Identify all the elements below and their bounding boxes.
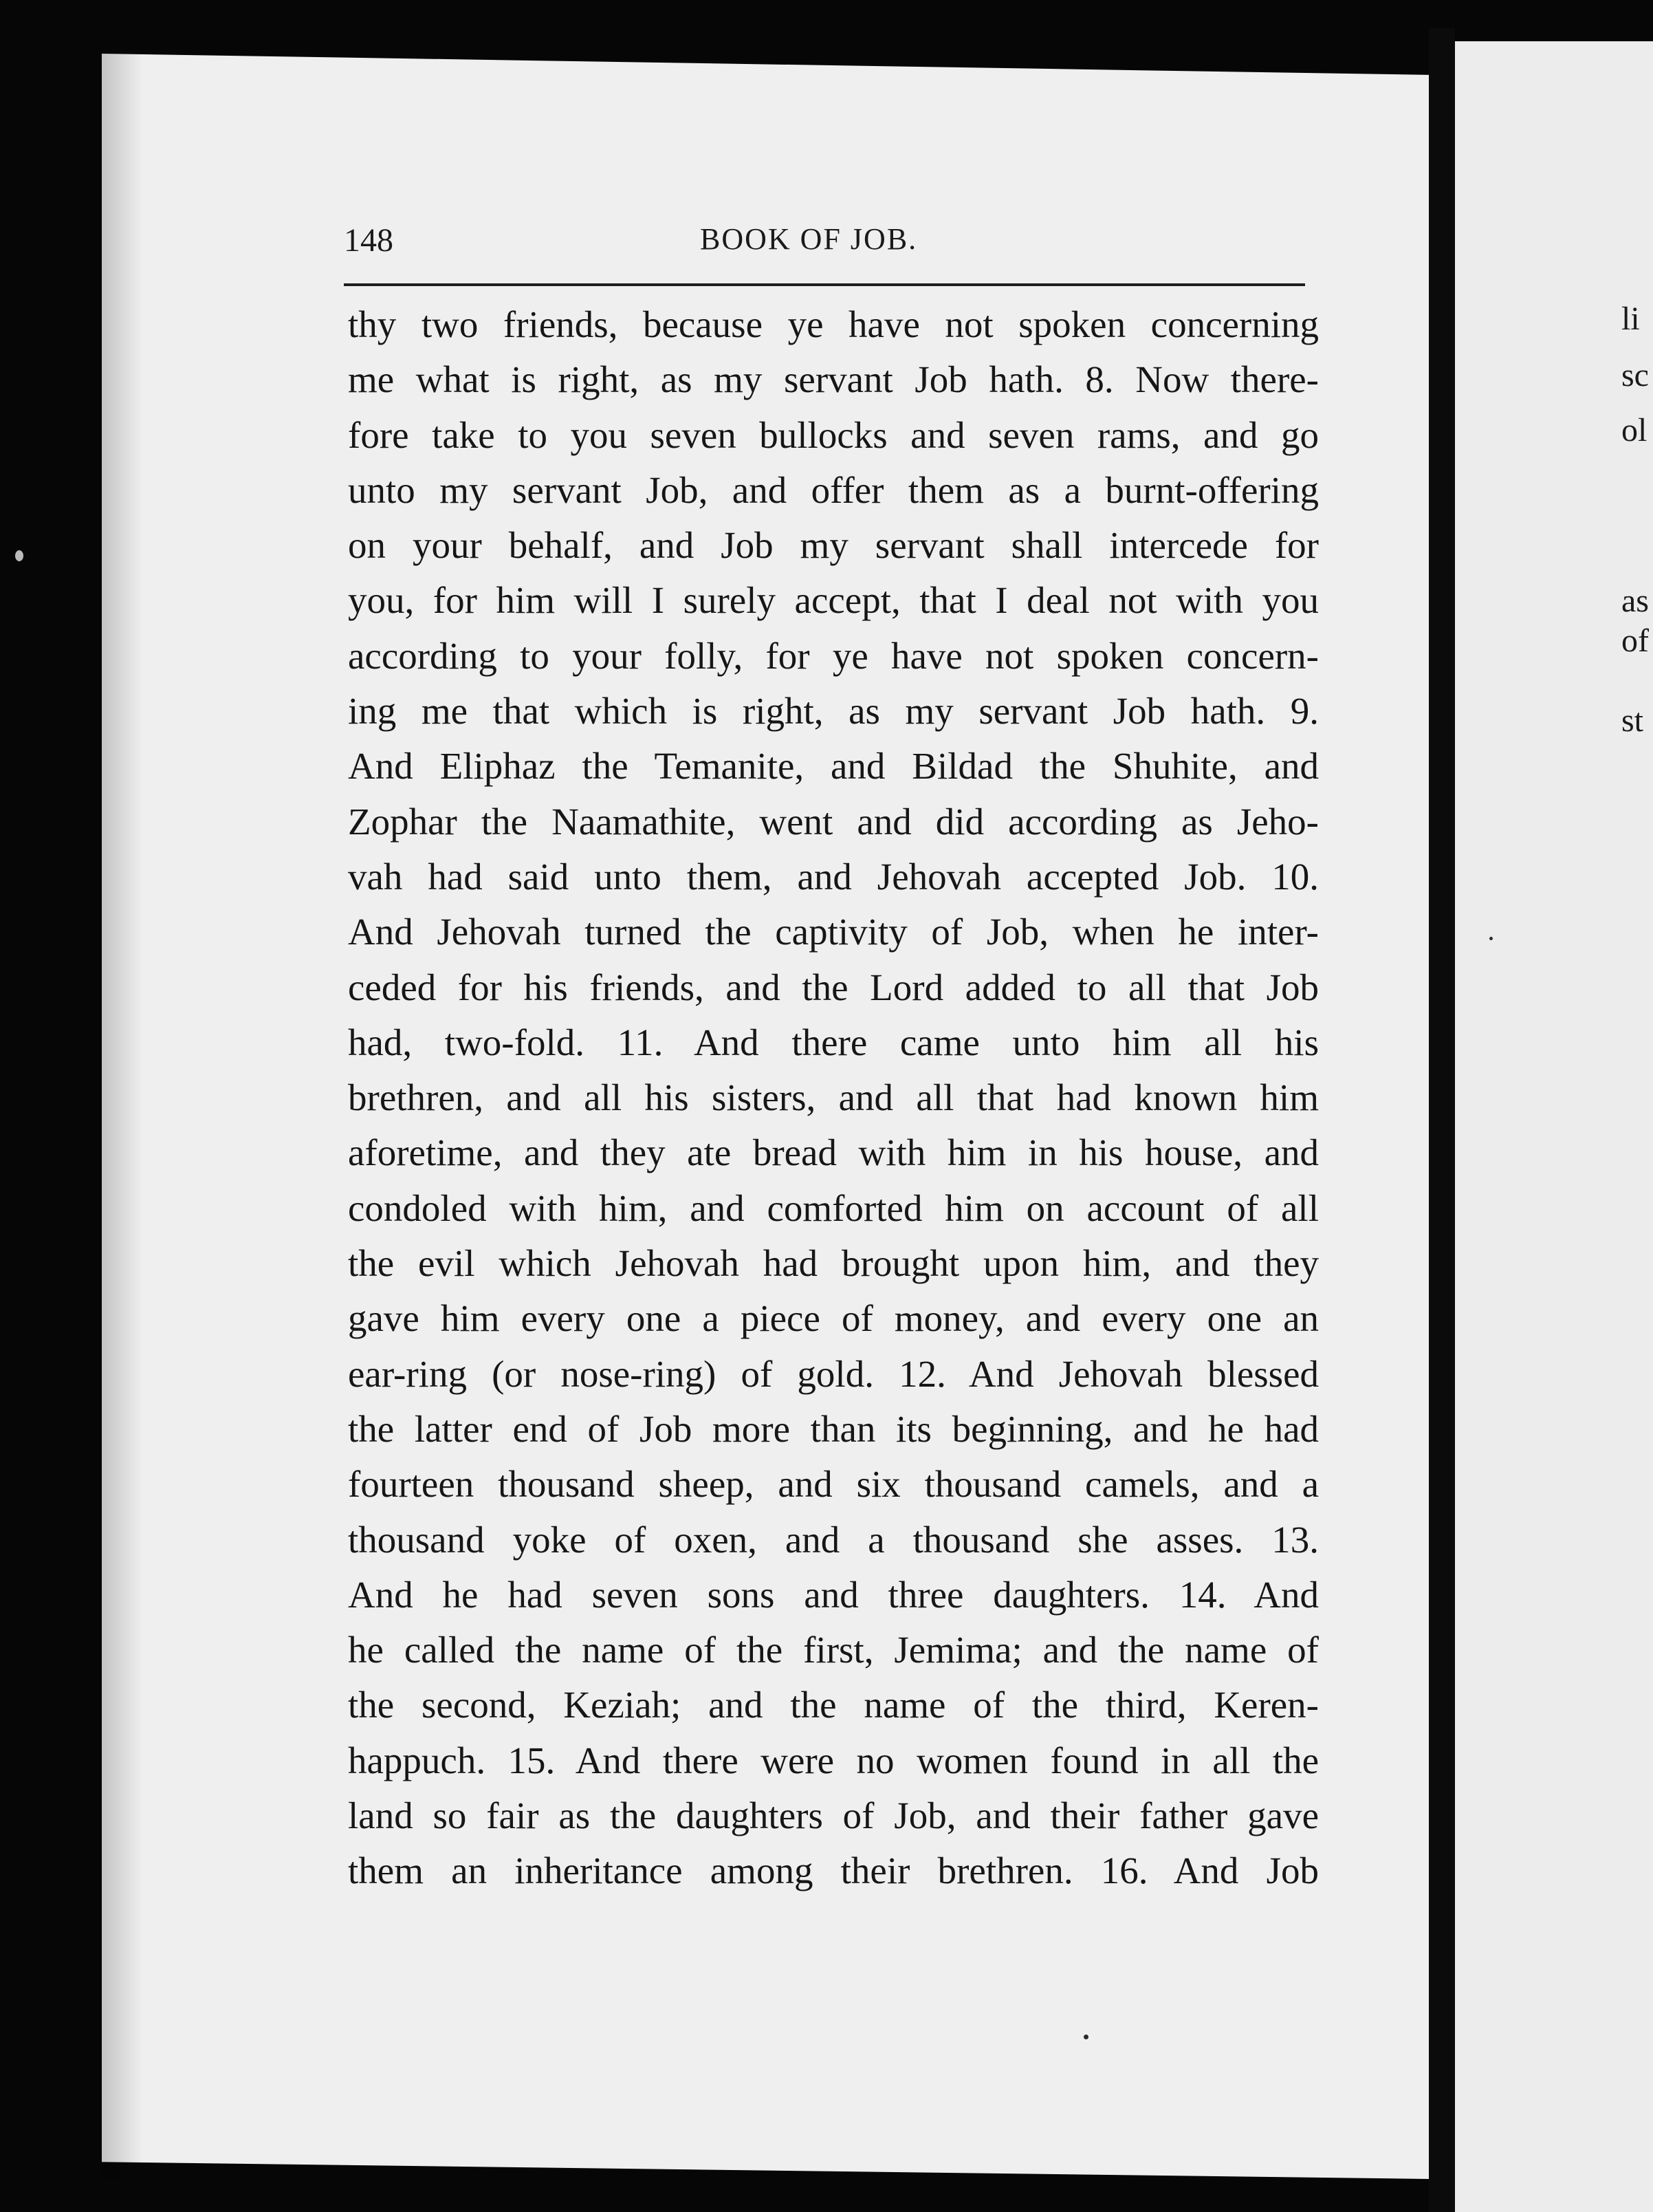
text-line: brethren, and all his sisters, and all that had known him [348,1076,1319,1119]
facing-page-text [1621,296,1653,736]
text-line: he called the name of the first, Jemima; and the name of [348,1629,1319,1671]
ink-speck [1489,937,1493,940]
body-text [348,297,1319,1899]
text-line: gave him every one a piece of money, and every one an [348,1297,1319,1340]
text-line: fore take to you seven bullocks and seven rams, and go [348,413,1319,456]
book-gutter [1429,28,1455,2212]
facing-page-fragment: ol [1621,412,1647,448]
page-edge-shadow [102,54,143,2179]
text-line: And Jehovah turned the captivity of Job, when he inter- [348,911,1319,953]
facing-page-fragment: as [1621,583,1649,619]
ink-speck [1084,2035,1088,2039]
text-line: the latter end of Job more than its beginning, and he had [348,1407,1319,1450]
facing-page-fragment: li [1621,301,1640,337]
text-line: you, for him will I surely accept, that I deal not with you [348,579,1319,622]
facing-page-fragment: sc [1621,357,1649,393]
running-head [344,206,1306,268]
text-line: land so fair as the daughters of Job, and their father gave [348,1794,1319,1837]
text-line: the second, Keziah; and the name of the third, Keren- [348,1684,1319,1726]
running-head-title: BOOK OF JOB. [700,222,918,256]
text-line: Zophar the Naamathite, went and did according as Jeho- [348,800,1319,843]
text-line: me what is right, as my servant Job hath. 8. Now there- [348,358,1319,401]
ink-speck [15,550,23,561]
text-line: fourteen thousand sheep, and six thousand camels, and a [348,1463,1319,1506]
header-rule [344,283,1305,286]
text-line: had, two-fold. 11. And there came unto him all his [348,1021,1319,1063]
text-line: ear-ring (or nose-ring) of gold. 12. And Jehovah blessed [348,1352,1319,1395]
text-line: on your behalf, and Job my servant shall intercede for [348,524,1319,567]
text-line: them an inheritance among their brethren. 16. And Job [348,1850,1319,1892]
text-line: unto my servant Job, and offer them as a burnt-offering [348,468,1319,511]
text-line: thy two friends, because ye have not spoken concerning [348,303,1319,345]
facing-page-fragment: st [1621,702,1644,736]
facing-page-fragment: of [1621,622,1649,659]
text-line: ceded for his friends, and the Lord added to all that Job [348,966,1319,1008]
text-line: And he had seven sons and three daughters. 14. And [348,1573,1319,1616]
text-line: And Eliphaz the Temanite, and Bildad the Shuhite, and [348,745,1319,788]
page-number: 148 [344,222,393,259]
text-line: thousand yoke of oxen, and a thousand she asses. 13. [348,1518,1319,1561]
text-line: condoled with him, and comforted him on account of all [348,1186,1319,1229]
text-line: according to your folly, for ye have not spoken concern- [348,634,1319,677]
text-line: the evil which Jehovah had brought upon him, and they [348,1242,1319,1285]
text-line: happuch. 15. And there were no women found in all the [348,1739,1319,1781]
text-line: vah had said unto them, and Jehovah accepted Job. 10. [348,855,1319,898]
text-line: ing me that which is right, as my servant Job hath. 9. [348,690,1319,733]
text-line: aforetime, and they ate bread with him in his house, and [348,1131,1319,1174]
